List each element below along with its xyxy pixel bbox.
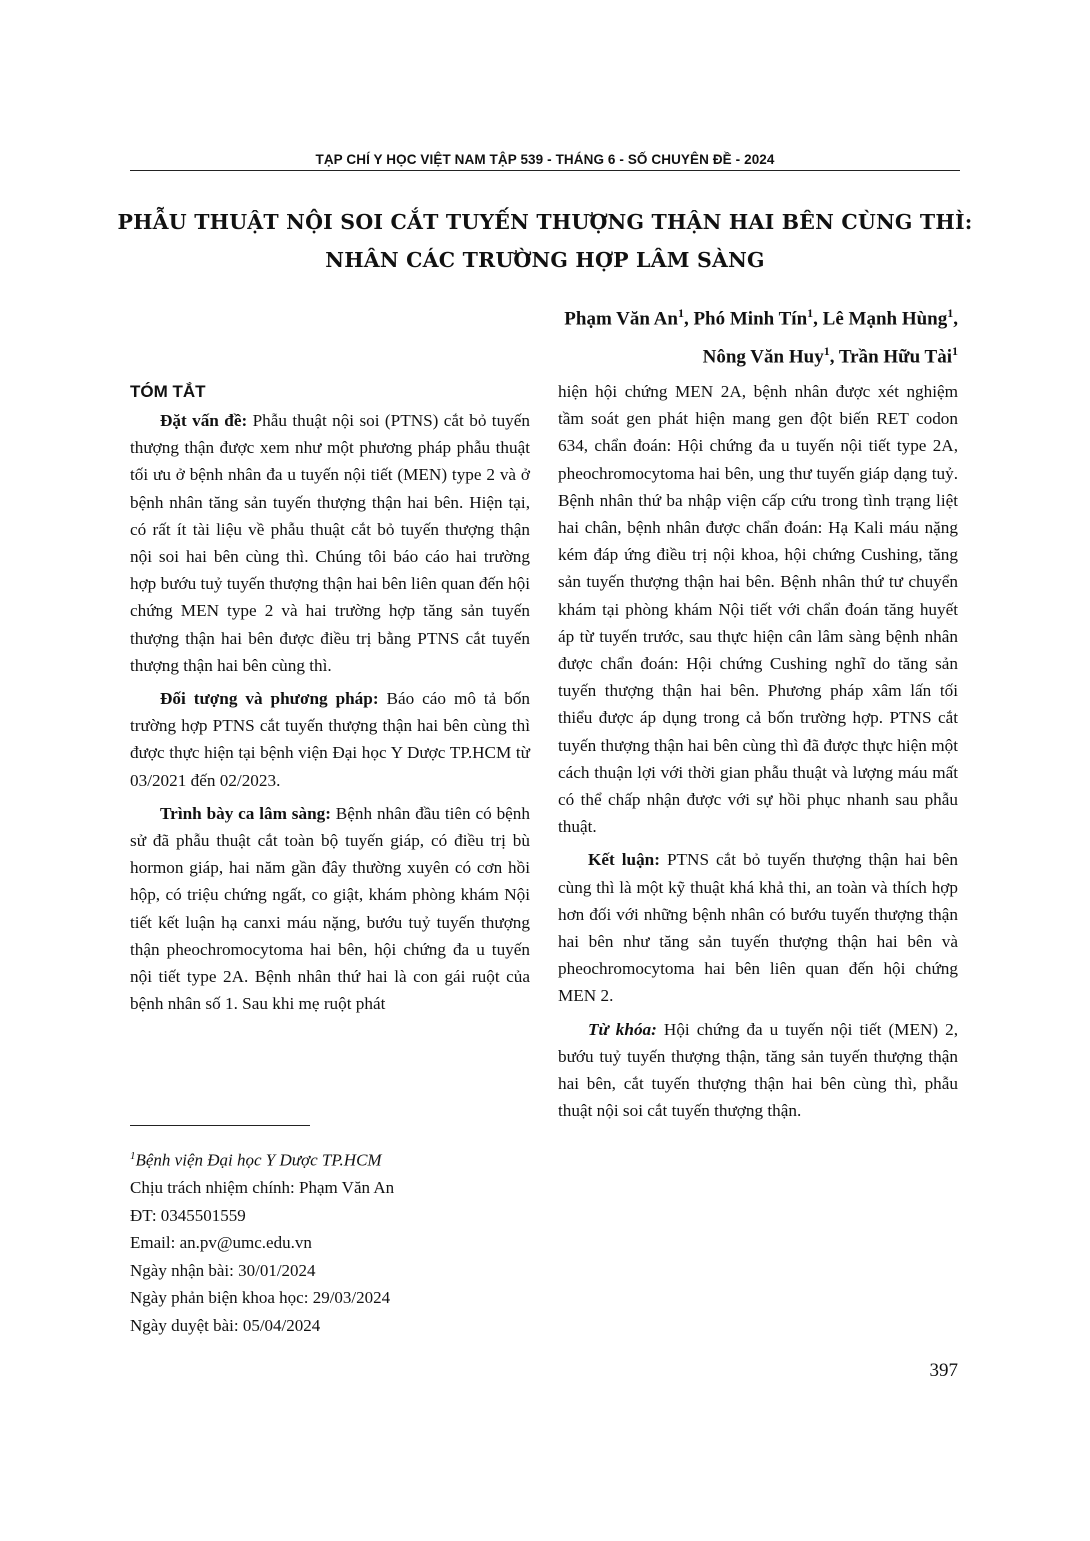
footnote-accepted: Ngày duyệt bài: 05/04/2024 xyxy=(130,1315,321,1335)
left-column xyxy=(130,378,530,1023)
author-name: Trần Hữu Tài xyxy=(838,346,952,368)
paragraph-label: Trình bày ca lâm sàng: xyxy=(160,803,331,823)
journal-header: TẠP CHÍ Y HỌC VIỆT NAM TẬP 539 - THÁNG 6 - SỐ CHUYÊN ĐỀ - 2024 xyxy=(315,152,775,167)
paragraph-trinh-bay xyxy=(130,800,530,1018)
paragraph-text: Phẫu thuật nội soi (PTNS) cắt bỏ tuyến thượng thận được xem như một phương pháp phẫu thuật tối ưu ở bệnh nhân đa u tuyến nội tiết (MEN) type 2 và ở bệnh nhân tăng sản tuyến thượng thận hai bên. Hiện tại, có rất ít tài liệu về phẫu thuật cắt bỏ tuyến thượng thận nội soi hai bên cùng thì. Chúng tôi báo cáo hai trường hợp bướu tuỷ tuyến thượng thận hai bên liên quan đến hội chứng MEN type 2 và hai trường hợp tăng sản tuyến thượng thận hai bên được điều trị bằng PTNS cắt tuyến thượng thận hai bên cùng thì. xyxy=(130,411,530,675)
page-number: 397 xyxy=(929,1360,958,1381)
author-affiliation-mark: 1 xyxy=(677,306,684,320)
footnote-reviewed: Ngày phản biện khoa học: 29/03/2024 xyxy=(130,1288,391,1308)
paragraph-keywords xyxy=(558,1016,958,1125)
author-name: Lê Mạnh Hùng xyxy=(822,308,948,330)
author-affiliation-mark: 1 xyxy=(952,344,958,359)
paragraph-doi-tuong xyxy=(130,685,530,794)
footnote-rule xyxy=(130,1125,310,1126)
author-separator: , xyxy=(829,346,839,368)
paragraph-label: Đối tượng và phương pháp: xyxy=(160,689,379,709)
footnote-email: Email: an.pv@umc.edu.vn xyxy=(130,1233,312,1253)
author-name: Phó Minh Tín xyxy=(693,308,808,330)
paragraph-ket-luan xyxy=(558,846,958,1009)
keywords-label: Từ khóa: xyxy=(588,1019,657,1039)
author-separator: , xyxy=(813,308,823,330)
paragraph-label: Kết luận: xyxy=(588,850,660,870)
paragraph-text: PTNS cắt bỏ tuyến thượng thận hai bên cùng thì là một kỹ thuật khá khả thi, an toàn và thích hợp hơn đối với những bệnh nhân có bướu tuyến thượng thận hai bên như tăng sản tuyến thượng thận hai bên và pheochromocytoma hai bên liên quan đến hội chứng MEN 2. xyxy=(558,850,958,1006)
footnote-received: Ngày nhận bài: 30/01/2024 xyxy=(130,1260,316,1280)
paragraph-text: Báo cáo mô tả bốn trường hợp PTNS cắt tuyến thượng thận hai bên cùng thì được thực hiện tại bệnh viện Đại học Y Dược TP.HCM từ 03/2021 đến 02/2023. xyxy=(130,689,531,790)
author-separator: , xyxy=(953,308,958,330)
footnote-affiliation xyxy=(130,1143,550,1174)
right-column xyxy=(558,378,958,1130)
paragraph-text: Bệnh nhân đầu tiên có bệnh sử đã phẫu thuật cắt toàn bộ tuyến giáp, có điều trị bù hormon giáp, hai năm gần đây thường xuyên có cơn hồi hộp, có triệu chứng ngất, co giật, khám phòng khám Nội tiết kết luận hạ canxi máu nặng, bướu tuỷ tuyến thượng thận pheochromocytoma hai bên, hội chứng đa u tuyến nội tiết type 2A. Bệnh nhân thứ hai là con gái ruột của bệnh nhân số 1. Sau khi mẹ ruột phát xyxy=(130,803,530,1014)
title-line-1: PHẪU THUẬT NỘI SOI CẮT TUYẾN THƯỢNG THẬN HAI BÊN CÙNG THÌ: xyxy=(117,210,973,234)
author-name: Phạm Văn An xyxy=(564,308,678,330)
article-title xyxy=(110,203,980,279)
keywords-text: Hội chứng đa u tuyến nội tiết (MEN) 2, bướu tuỷ tuyến thượng thận, tăng sản tuyến thượng thận hai bên, cắt tuyến thượng thận hai bên cùng thì, phẫu thuật nội soi cắt tuyến thượng thận. xyxy=(558,1019,958,1121)
affiliation-text: Bệnh viện Đại học Y Dược TP.HCM xyxy=(135,1150,382,1170)
author-line-1 xyxy=(564,297,958,335)
abstract-heading: TÓM TẮT xyxy=(130,382,206,401)
footnotes xyxy=(130,1143,550,1339)
author-list xyxy=(564,297,958,374)
author-affiliation-mark: 1 xyxy=(947,306,954,320)
paragraph-label: Đặt vấn đề: xyxy=(160,411,248,430)
author-line-2 xyxy=(564,335,958,373)
paragraph-trinh-bay-continued: hiện hội chứng MEN 2A, bệnh nhân được xét nghiệm tầm soát gen phát hiện mang gen đột biến RET codon 634, chẩn đoán: Hội chứng đa u tuyến nội tiết type 2A, pheochromocytoma hai bên, ung thư tuyến giáp dạng tuỷ. Bệnh nhân thứ ba nhập viện cấp cứu trong tình trạng liệt hai chân, bệnh nhân được chẩn đoán: Hạ Kali máu nặng kém đáp ứng điều trị nội khoa, hội chứng Cushing, tăng sản tuyến thượng thận hai bên. Bệnh nhân thứ tư chuyển khám tại phòng khám Nội tiết với chẩn đoán tăng huyết áp từ tuyến trước, sau thực hiện cân lâm sàng bệnh nhân được chẩn đoán: Hội chứng Cushing nghĩ do tăng sản tuyến thượng thận hai bên. Phương pháp xâm lấn tối thiểu được áp dụng trong cả bốn trường hợp. PTNS cắt tuyến thượng thận hai bên cùng thì đã được thực hiện một cách thuận lợi với thời gian phẫu thuật và lượng máu mất có thể chấp nhận được với sự hồi phục nhanh sau phẫu thuật. xyxy=(558,382,958,837)
author-affiliation-mark: 1 xyxy=(823,344,830,359)
paragraph-dat-van-de xyxy=(130,407,530,679)
author-name: Nông Văn Huy xyxy=(702,346,824,368)
header-rule xyxy=(130,170,960,171)
affiliation-mark: 1 xyxy=(130,1150,136,1162)
author-affiliation-mark: 1 xyxy=(807,306,814,320)
author-separator: , xyxy=(683,308,694,330)
footnote-phone: ĐT: 0345501559 xyxy=(130,1205,246,1225)
footnote-responsible: Chịu trách nhiệm chính: Phạm Văn An xyxy=(130,1178,395,1198)
title-line-2: NHÂN CÁC TRƯỜNG HỢP LÂM SÀNG xyxy=(325,248,765,272)
